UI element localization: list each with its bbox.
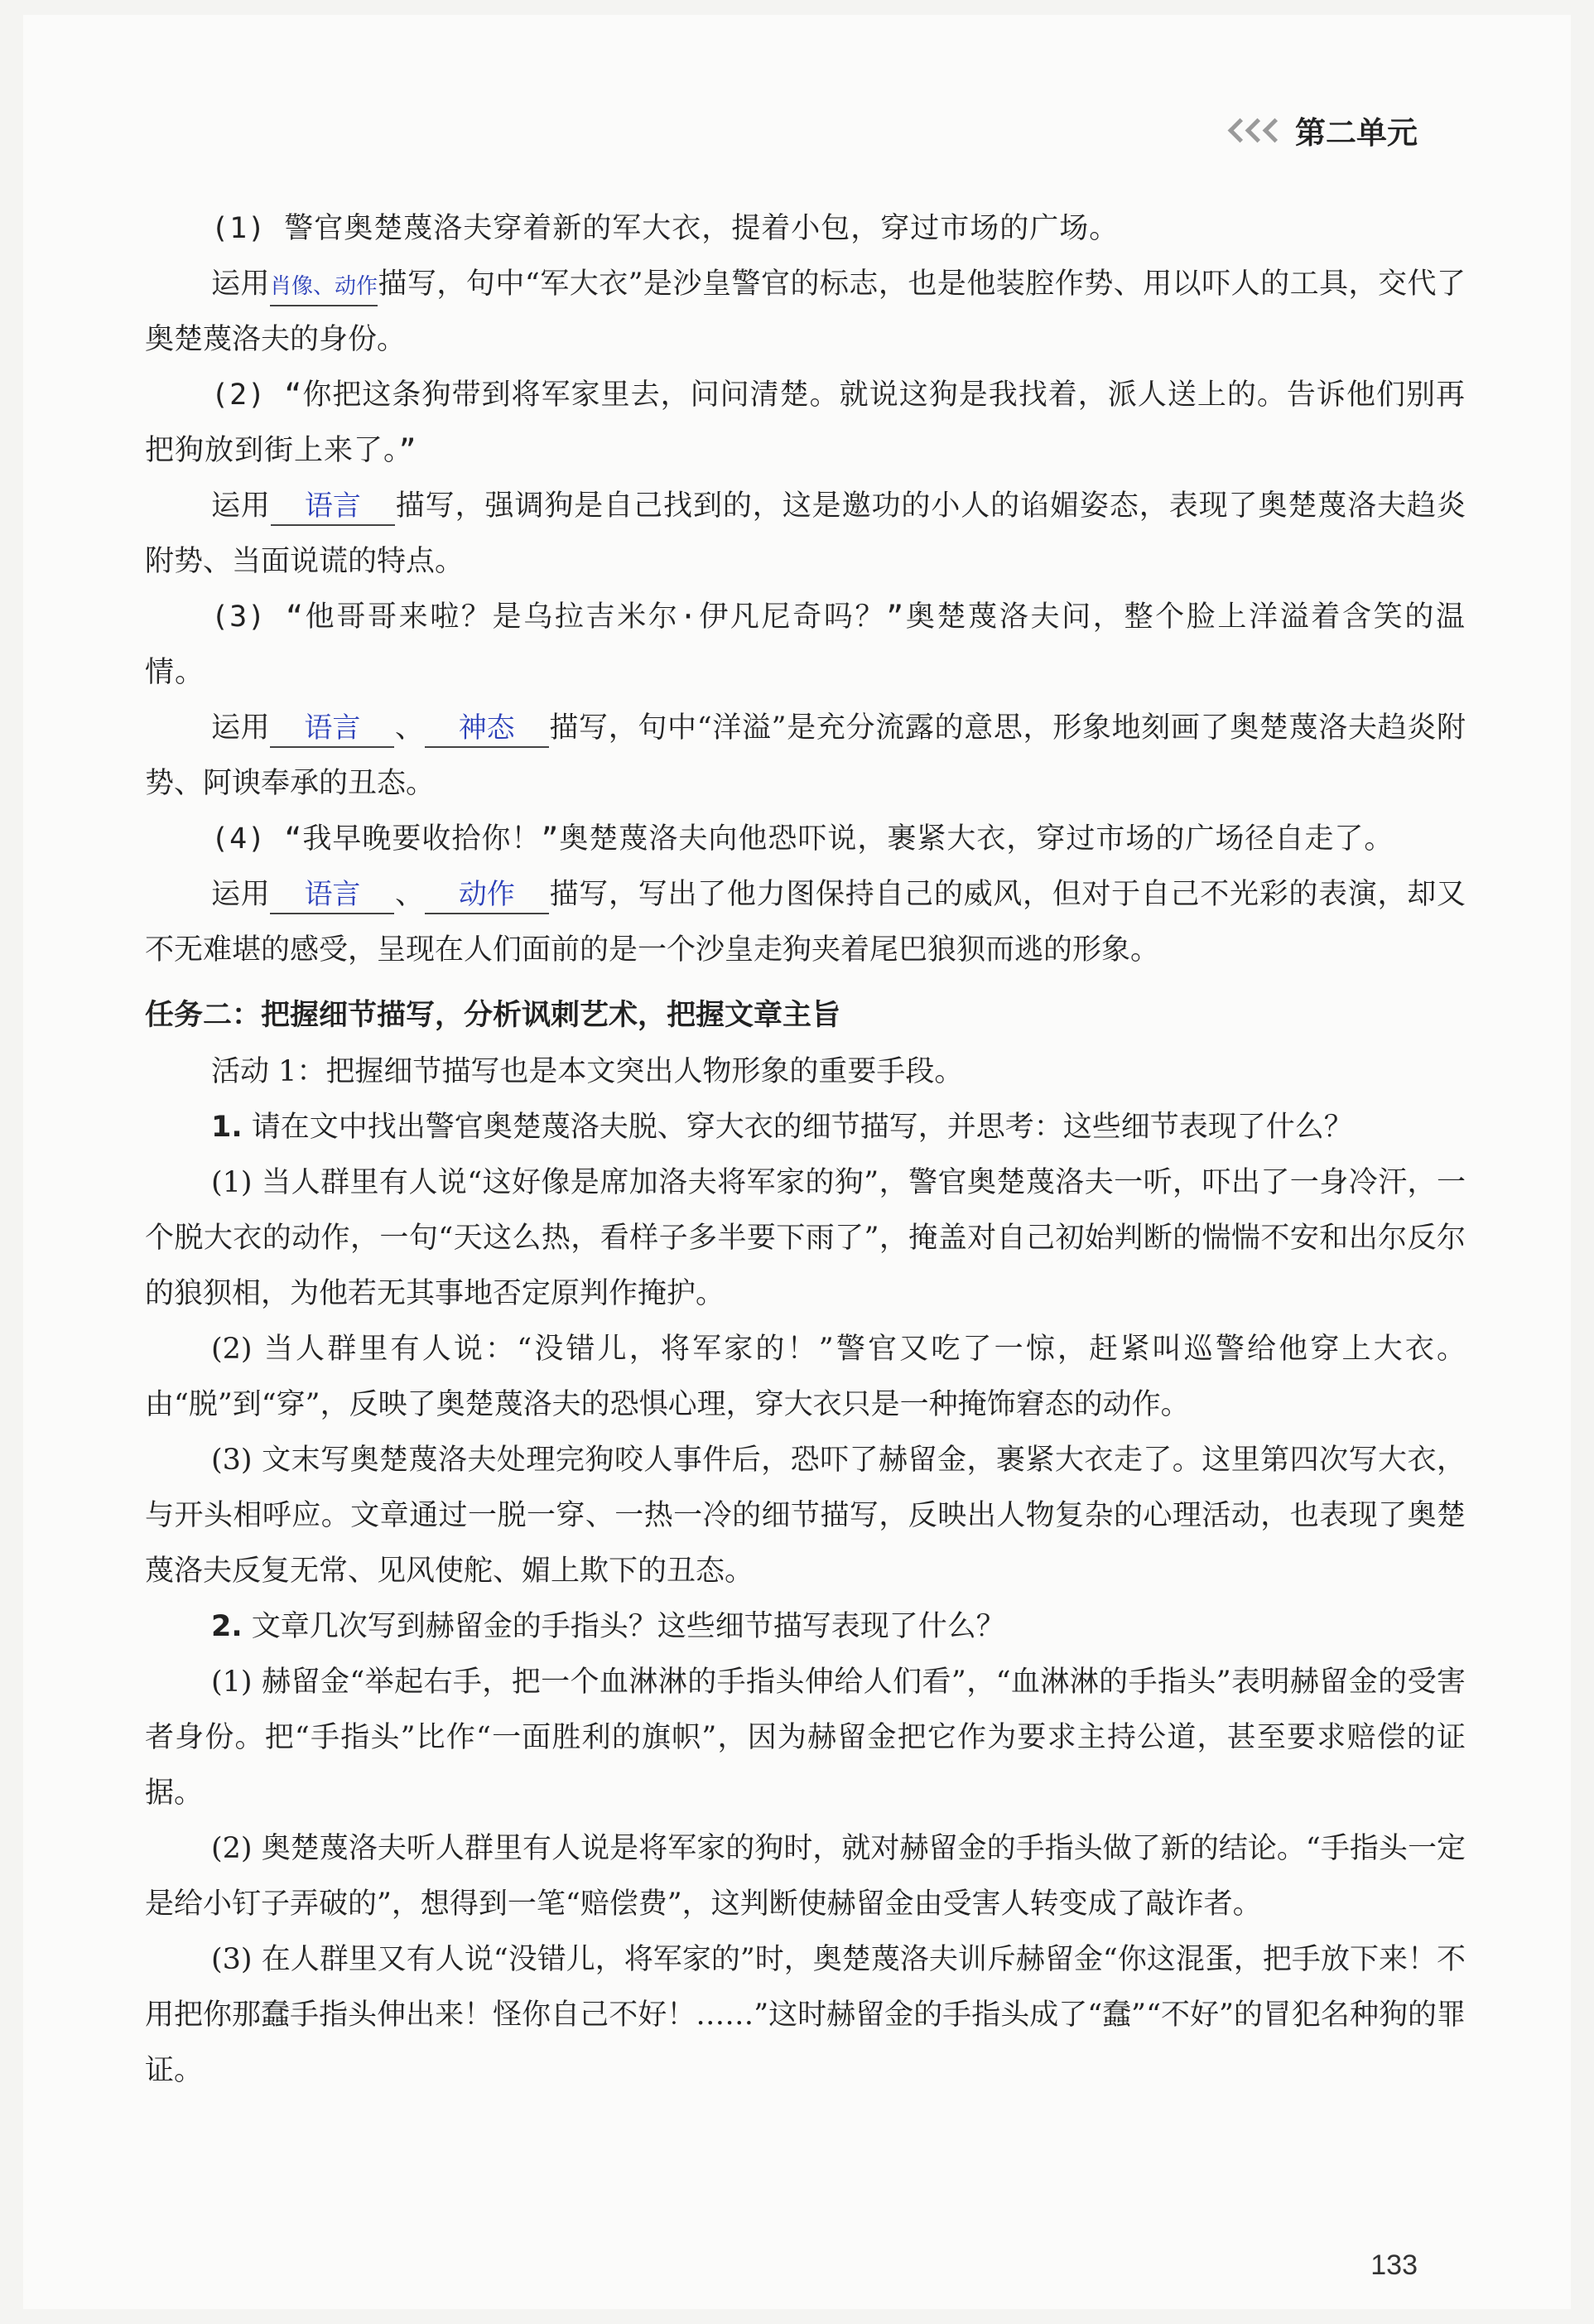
fill-blank-1: 肖像、动作 xyxy=(270,268,378,306)
unit-title: 第二单元 xyxy=(1295,115,1418,151)
answer-3: 运用 语言 、 神态 描写，句中“洋溢”是充分流露的意思，形象地刻画了奥楚蔑洛夫趋炎附势、阿谀奉承的丑态。 xyxy=(145,711,1466,800)
quote-1: (1) 警官奥楚蔑洛夫穿着新的军大衣，提着小包，穿过市场的广场。 xyxy=(211,212,1120,245)
answer-4: 运用 语言 、 动作 描写，写出了他力图保持自己的威风，但对于自己不光彩的表演，却又不无难堪的感受，呈现在人们面前的是一个沙皇走狗夹着尾巴狼狈而逃的形象。 xyxy=(145,878,1466,967)
fill-blank-3a: 语言 xyxy=(270,710,394,748)
quote-4: (4) “我早晚要收拾你！”奥楚蔑洛夫向他恐吓说，裹紧大衣，穿过市场的广场径自走了。 xyxy=(211,822,1394,856)
quote-2: (2) “你把这条狗带到将军家里去，问问清楚。就说这狗是我找着，派人送上的。告诉他们别再把狗放到街上来了。” xyxy=(145,378,1466,467)
answer-1: 运用肖像、动作描写，句中“军大衣”是沙皇警官的标志，也是他装腔作势、用以吓人的工具，交代了奥楚蔑洛夫的身份。 xyxy=(145,268,1466,356)
q1-answer-2: (2) 当人群里有人说：“没错儿，将军家的！”警官又吃了一惊，赶紧叫巡警给他穿上大衣。由“脱”到“穿”，反映了奥楚蔑洛夫的恐惧心理，穿大衣只是一种掩饰窘态的动作。 xyxy=(145,1333,1466,1421)
question-1: 1. 请在文中找出警官奥楚蔑洛夫脱、穿大衣的细节描写，并思考：这些细节表现了什么？ xyxy=(211,1111,1353,1144)
main-content xyxy=(145,201,1466,2099)
triple-chevron-icon xyxy=(1233,122,1283,139)
activity-1: 活动 1：把握细节描写也是本文突出人物形象的重要手段。 xyxy=(211,1055,964,1088)
q1-answer-1: (1) 当人群里有人说“这好像是席加洛夫将军家的狗”，警官奥楚蔑洛夫一听，吓出了一身冷汗，一个脱大衣的动作，一句“天这么热，看样子多半要下雨了”，掩盖对自己初始判断的惴惴不安和出尔反尔的狼狈相，为他若无其事地否定原判作掩护。 xyxy=(145,1166,1466,1310)
fill-blank-2: 语言 xyxy=(271,488,395,526)
fill-blank-3b: 神态 xyxy=(425,710,549,748)
q2-answer-1: (1) 赫留金“举起右手，把一个血淋淋的手指头伸给人们看”，“血淋淋的手指头”表明赫留金的受害者身份。把“手指头”比作“一面胜利的旗帜”，因为赫留金把它作为要求主持公道，甚至要求赔偿的证据。 xyxy=(145,1666,1466,1810)
fill-blank-4b: 动作 xyxy=(425,876,549,914)
quote-3: (3) “他哥哥来啦？是乌拉吉米尔·伊凡尼奇吗？”奥楚蔑洛夫问，整个脸上洋溢着含笑的温情。 xyxy=(145,600,1466,689)
running-header xyxy=(1233,108,1418,152)
page-number: 133 xyxy=(1370,2249,1418,2281)
question-2: 2. 文章几次写到赫留金的手指头？这些细节描写表现了什么？ xyxy=(211,1610,1005,1643)
q1-answer-3: (3) 文末写奥楚蔑洛夫处理完狗咬人事件后，恐吓了赫留金，裹紧大衣走了。这里第四次写大衣，与开头相呼应。文章通过一脱一穿、一热一冷的细节描写，反映出人物复杂的心理活动，也表现了奥楚蔑洛夫反复无常、见风使舵、媚上欺下的丑态。 xyxy=(145,1444,1466,1588)
task2-heading: 任务二：把握细节描写，分析讽刺艺术，把握文章主旨 xyxy=(145,999,841,1032)
fill-blank-4a: 语言 xyxy=(270,876,394,914)
page xyxy=(23,15,1571,2309)
q2-answer-2: (2) 奥楚蔑洛夫听人群里有人说是将军家的狗时，就对赫留金的手指头做了新的结论。“手指头一定是给小钉子弄破的”，想得到一笔“赔偿费”，这判断使赫留金由受害人转变成了敲诈者。 xyxy=(145,1832,1466,1921)
answer-2: 运用 语言 描写，强调狗是自己找到的，这是邀功的小人的谄媚姿态，表现了奥楚蔑洛夫趋炎附势、当面说谎的特点。 xyxy=(145,489,1466,578)
q2-answer-3: (3) 在人群里又有人说“没错儿，将军家的”时，奥楚蔑洛夫训斥赫留金“你这混蛋，把手放下来！不用把你那蠢手指头伸出来！怪你自己不好！……”这时赫留金的手指头成了“蠢”“不好”的冒犯名种狗的罪证。 xyxy=(145,1943,1466,2087)
